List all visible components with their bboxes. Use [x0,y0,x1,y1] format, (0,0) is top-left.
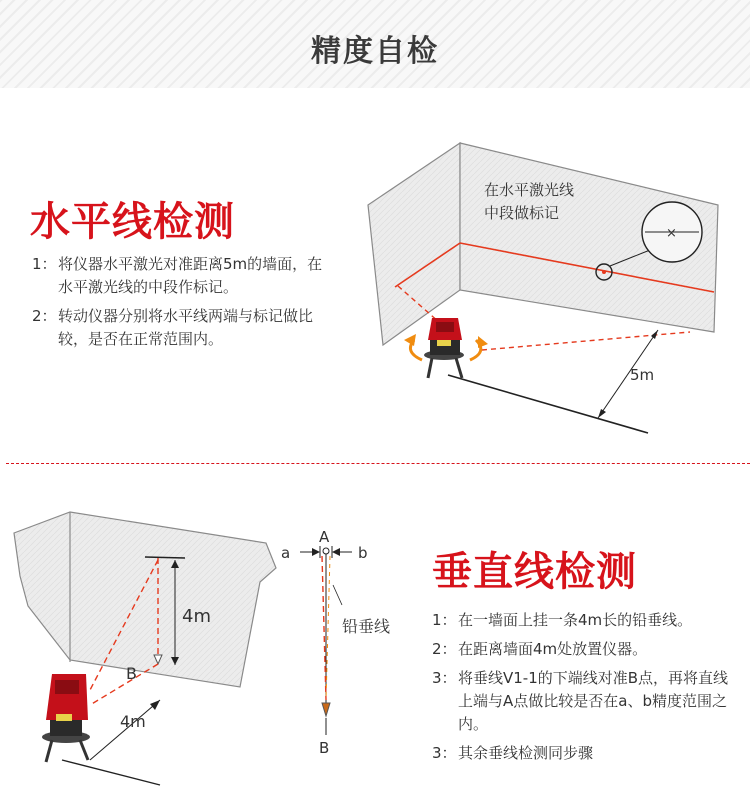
page-title: 精度自检 [311,34,439,69]
height-label: 4m [182,606,211,627]
vertical-step-4: 3： 其余垂线检测同步骤 [432,744,594,762]
vertical-steps [432,609,742,771]
plumb-line-label: 铅垂线 [342,617,391,636]
vertical-step-3: 3： 将垂线V1-1的下端线对准B点，再将直线上端与A点做比较是否在a、b精度范围之内。 [432,669,729,733]
floor-distance-label: 4m [120,712,146,731]
vertical-step-1: 1： 在一墙面上挂一条4m长的铅垂线。 [432,611,693,629]
plumb-a-label: A [319,528,330,546]
floor-line-lower [62,760,160,785]
wall-top-bar [145,557,185,558]
floor-arrow-top [150,700,160,710]
horizontal-step-1: 1： 将仪器水平激光对准距离5m的墙面，在水平激光线的中段作标记。 [32,255,323,296]
point-a-dot [323,548,329,554]
magnify-cross: × [666,226,677,241]
mark-b-arrow-head [332,548,340,556]
laser-line-schematic-2 [326,556,330,700]
vertical-section-title: 垂直线检测 [432,549,637,595]
mark-b-label: b [358,544,368,562]
mark-a-label: a [281,544,291,562]
plumb-label-leader [333,585,342,605]
wall-note-line2: 中段做标记 [484,204,560,222]
distance-label: 5m [630,366,655,384]
plumb-bob [322,703,330,716]
laser-line-schematic [322,556,326,700]
vertical-wall [14,512,276,687]
wall-note-line1: 在水平激光线 [484,181,575,199]
horizontal-section-title: 水平线检测 [30,199,235,245]
plumb-b-label: B [319,739,330,757]
mark-a-arrow-head [312,548,320,556]
point-b-label: B [126,664,137,683]
horizontal-step-2: 2： 转动仪器分别将水平线两端与标记做比较，是否在正常范围内。 [32,307,314,348]
vertical-step-2: 2： 在距离墙面4m处放置仪器。 [432,640,648,658]
laser-level-instrument-lower [42,674,90,762]
